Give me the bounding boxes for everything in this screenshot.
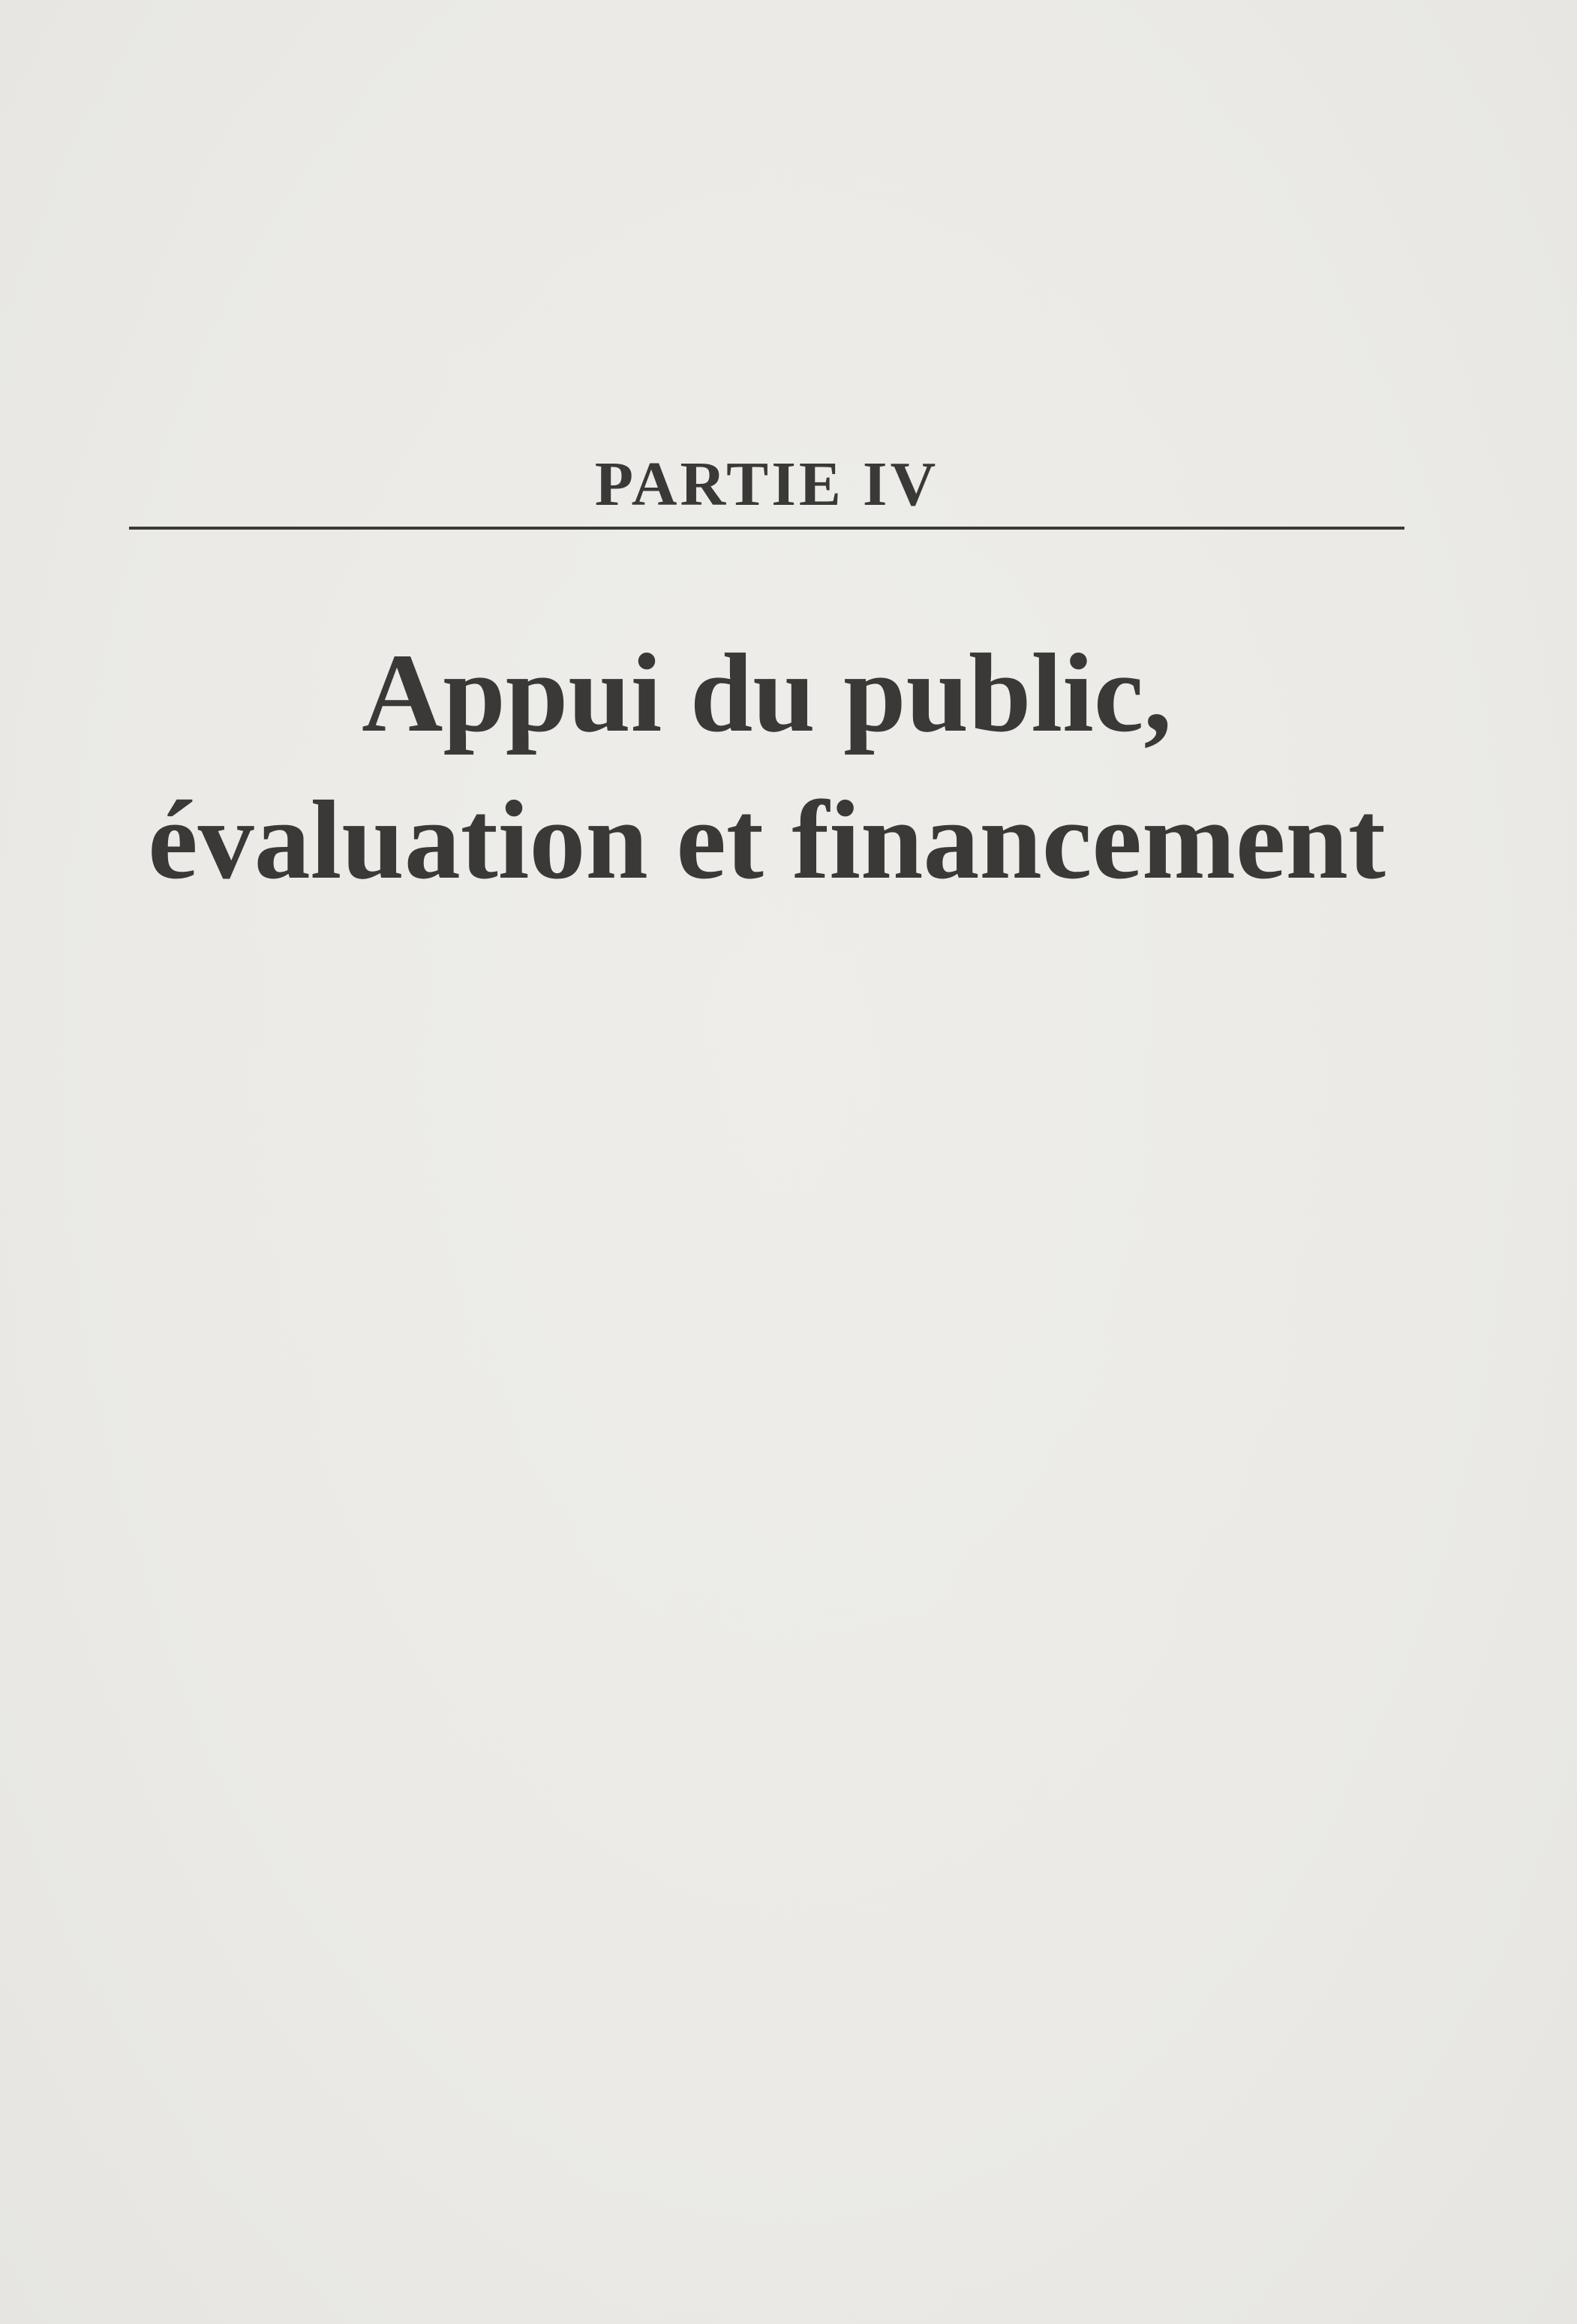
part-title xyxy=(75,620,1458,914)
heading-rule xyxy=(129,527,1404,530)
part-title-line-1: Appui du public, xyxy=(362,631,1172,755)
part-heading: PARTIE IV xyxy=(594,449,939,519)
part-title-line-2: évaluation et financement xyxy=(148,778,1386,902)
